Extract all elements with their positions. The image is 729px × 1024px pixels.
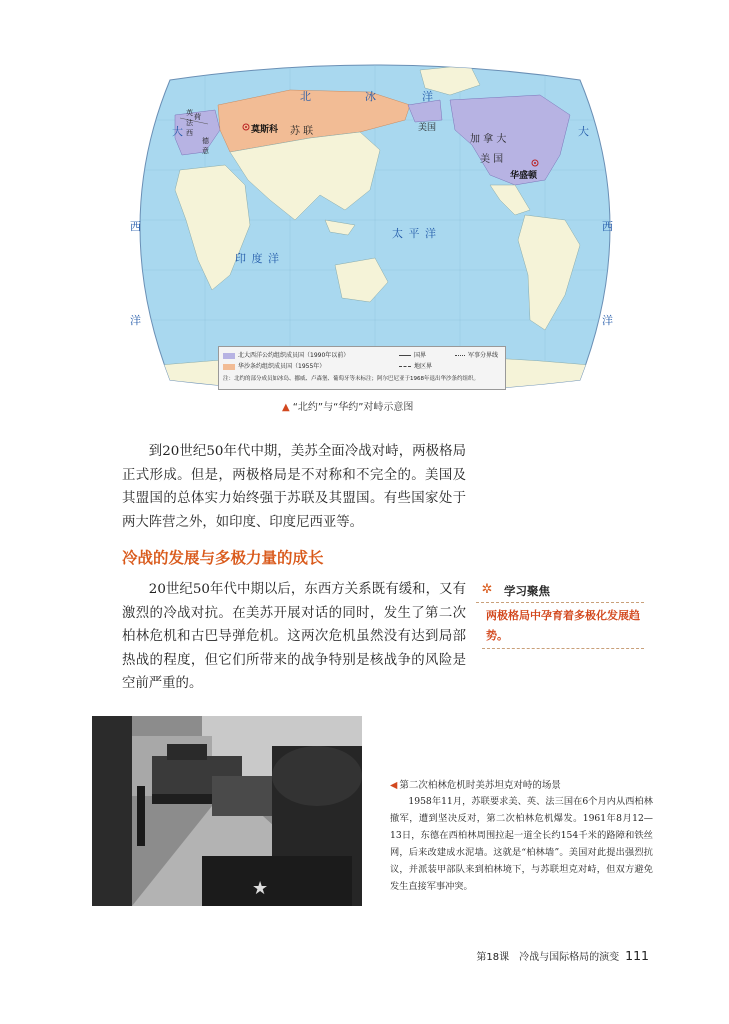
city-label-washington: 华盛顿 bbox=[510, 171, 538, 181]
world-map bbox=[120, 60, 630, 390]
europe-label-it: 意 bbox=[202, 147, 209, 155]
legend-note: 注：北约的部分成员如冰岛、挪威、卢森堡、葡萄牙等未标注；阿尔巴尼亚于1968年退出华沙条约组织。 bbox=[223, 376, 480, 382]
study-focus-text: 两极格局中孕育着多极化发展趋势。 bbox=[486, 609, 640, 642]
study-focus-title: 学习聚焦 bbox=[504, 584, 550, 598]
map-legend bbox=[218, 346, 506, 390]
ocean-label-indian: 印 度 洋 bbox=[235, 252, 280, 265]
europe-label-de: 德 bbox=[202, 137, 209, 145]
legend-label-region: 地区界 bbox=[414, 363, 433, 370]
legend-item-military bbox=[455, 350, 498, 359]
ocean-label-pacific: 太 平 洋 bbox=[392, 227, 437, 240]
legend-label-nato: 北大西洋公约组织成员国（1990年以前） bbox=[238, 352, 350, 359]
legend-label-border: 国界 bbox=[414, 352, 427, 359]
berlin-tanks-photo bbox=[92, 716, 362, 906]
map-graphic bbox=[120, 60, 630, 390]
map-caption-text: “北约”与“华约”对峙示意图 bbox=[292, 402, 414, 413]
map-caption bbox=[282, 398, 413, 413]
legend-line-border bbox=[399, 355, 411, 356]
legend-item-region bbox=[399, 361, 432, 370]
country-label-usa: 美 国 bbox=[480, 154, 504, 165]
legend-swatch-nato bbox=[223, 353, 235, 359]
legend-swatch-warsaw bbox=[223, 364, 235, 370]
ocean-label-arctic-1: 北 bbox=[300, 90, 312, 103]
legend-item-border bbox=[399, 350, 426, 359]
ocean-label-arctic-3: 洋 bbox=[422, 90, 434, 103]
ocean-label-ocean-left: 洋 bbox=[130, 314, 142, 327]
europe-label-nl: 荷 bbox=[194, 113, 201, 121]
legend-item-warsaw bbox=[223, 361, 325, 370]
ocean-label-ocean-right: 洋 bbox=[602, 314, 614, 327]
city-label-moscow: 莫斯科 bbox=[251, 125, 279, 135]
europe-label-es: 西 bbox=[186, 129, 193, 137]
study-focus-divider bbox=[482, 648, 644, 649]
legend-item-nato bbox=[223, 350, 349, 359]
country-label-ussr: 苏 联 bbox=[290, 126, 314, 137]
study-focus-header bbox=[476, 580, 644, 603]
paragraph-2: 20世纪50年代中期以后，东西方关系既有缓和，又有激烈的冷战对抗。在美苏开展对话的同时，发生了第二次柏林危机和古巴导弹危机。这两次危机虽然没有达到局部热战的程度，但它们所带来的战争特别是核战争的风险是空前严重的。 bbox=[122, 582, 466, 691]
ocean-label-west-right: 西 bbox=[602, 220, 614, 233]
legend-label-military: 军事分界线 bbox=[468, 352, 499, 359]
caption-triangle-icon: ▲ bbox=[282, 402, 290, 413]
photo-caption-title-text: 第二次柏林危机时美苏坦克对峙的场景 bbox=[399, 780, 561, 791]
legend-line-military bbox=[455, 355, 465, 356]
gear-icon: ✲ bbox=[481, 582, 493, 597]
caption-arrow-icon: ◀ bbox=[390, 780, 398, 791]
legend-label-warsaw: 华沙条约组织成员国（1955年） bbox=[238, 363, 326, 370]
country-label-usa-alaska: 美国 bbox=[418, 123, 437, 133]
page-number: 111 bbox=[625, 948, 649, 963]
page-footer bbox=[476, 948, 649, 963]
legend-line-region bbox=[399, 366, 411, 367]
photo-graphic bbox=[92, 716, 362, 906]
svg-text:★: ★ bbox=[252, 878, 269, 899]
paragraph-1: 到20世纪50年代中期，美苏全面冷战对峙，两极格局正式形成。但是，两极格局是不对称和不完全的。美国及其盟国的总体实力始终强于苏联及其盟国。有些国家处于两大阵营之外，如印度、印度尼西亚等。 bbox=[122, 444, 466, 530]
photo-caption-title bbox=[390, 777, 561, 791]
ocean-label-atlantic-left: 大 bbox=[172, 125, 184, 138]
country-label-canada: 加 拿 大 bbox=[470, 134, 507, 145]
ocean-label-west-left: 西 bbox=[130, 220, 142, 233]
section-title: 冷战的发展与多极力量的成长 bbox=[122, 549, 324, 567]
study-focus-box bbox=[476, 580, 646, 660]
ocean-label-arctic-2: 冰 bbox=[365, 90, 377, 103]
footer-lesson-title: 第18课 冷战与国际格局的演变 bbox=[476, 952, 620, 963]
ocean-label-atlantic-right: 大 bbox=[578, 125, 590, 138]
europe-label-uk: 英 bbox=[186, 109, 193, 117]
photo-caption-body: 1958年11月，苏联要求美、英、法三国在6个月内从西柏林撤军，遭到坚决反对，第二次柏林危机爆发。1961年8月12—13日，东德在西柏林周围拉起一道全长约154千米的路障和铁丝网，后来改建成水泥墙。这就是“柏林墙”。美国对此提出强烈抗议，并派装甲部队来到柏林境下，与苏联坦克对峙，但双方避免发生直接军事冲突。 bbox=[390, 796, 653, 892]
europe-label-fr: 法 bbox=[186, 119, 193, 127]
